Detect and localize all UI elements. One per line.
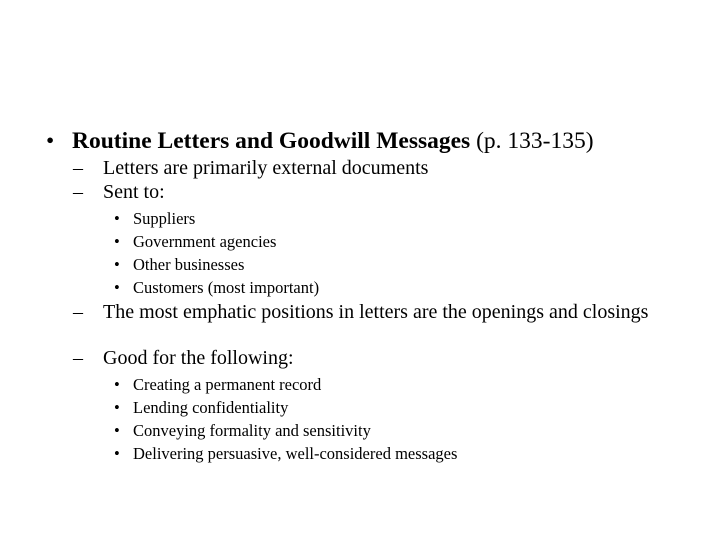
bullet-icon: •	[114, 375, 120, 394]
list-item-text: Customers (most important)	[133, 278, 320, 297]
list-item-text: Creating a permanent record	[133, 375, 322, 394]
sub-item	[73, 157, 663, 180]
list-item	[114, 419, 371, 442]
list-item-text: Government agencies	[133, 232, 277, 251]
heading-title: Routine Letters and Goodwill Messages	[72, 128, 471, 154]
list-item	[114, 207, 195, 230]
bullet-icon: •	[114, 444, 120, 463]
list-item-text: Other businesses	[133, 255, 245, 274]
sub-item	[73, 347, 663, 370]
bullet-icon: •	[114, 255, 120, 274]
bullet-icon: •	[114, 421, 120, 440]
dash-icon: –	[73, 301, 83, 323]
bullet-icon: •	[114, 232, 120, 251]
sub-item-text: Letters are primarily external documents	[103, 157, 429, 179]
sub-item	[73, 301, 663, 324]
list-item-text: Conveying formality and sensitivity	[133, 421, 371, 440]
bullet-icon: •	[114, 398, 120, 417]
list-item	[114, 373, 321, 396]
list-item	[114, 253, 244, 276]
sub-item-text: The most emphatic positions in letters are the openings and closings	[103, 301, 649, 323]
list-item	[114, 230, 276, 253]
list-item	[114, 396, 288, 419]
list-item	[114, 442, 457, 465]
heading-bullet-item	[46, 126, 686, 156]
dash-icon: –	[73, 181, 83, 203]
bullet-icon: •	[46, 128, 55, 154]
dash-icon: –	[73, 157, 83, 179]
list-item-text: Delivering persuasive, well-considered messages	[133, 444, 458, 463]
sub-item	[73, 181, 663, 204]
list-item-text: Lending confidentiality	[133, 398, 289, 417]
bullet-icon: •	[114, 278, 120, 297]
list-item	[114, 276, 319, 299]
sub-item-text: Good for the following:	[103, 347, 294, 369]
sub-item-text: Sent to:	[103, 181, 165, 203]
dash-icon: –	[73, 347, 83, 369]
list-item-text: Suppliers	[133, 209, 196, 228]
bullet-icon: •	[114, 209, 120, 228]
heading-page-ref: (p. 133-135)	[470, 128, 594, 154]
